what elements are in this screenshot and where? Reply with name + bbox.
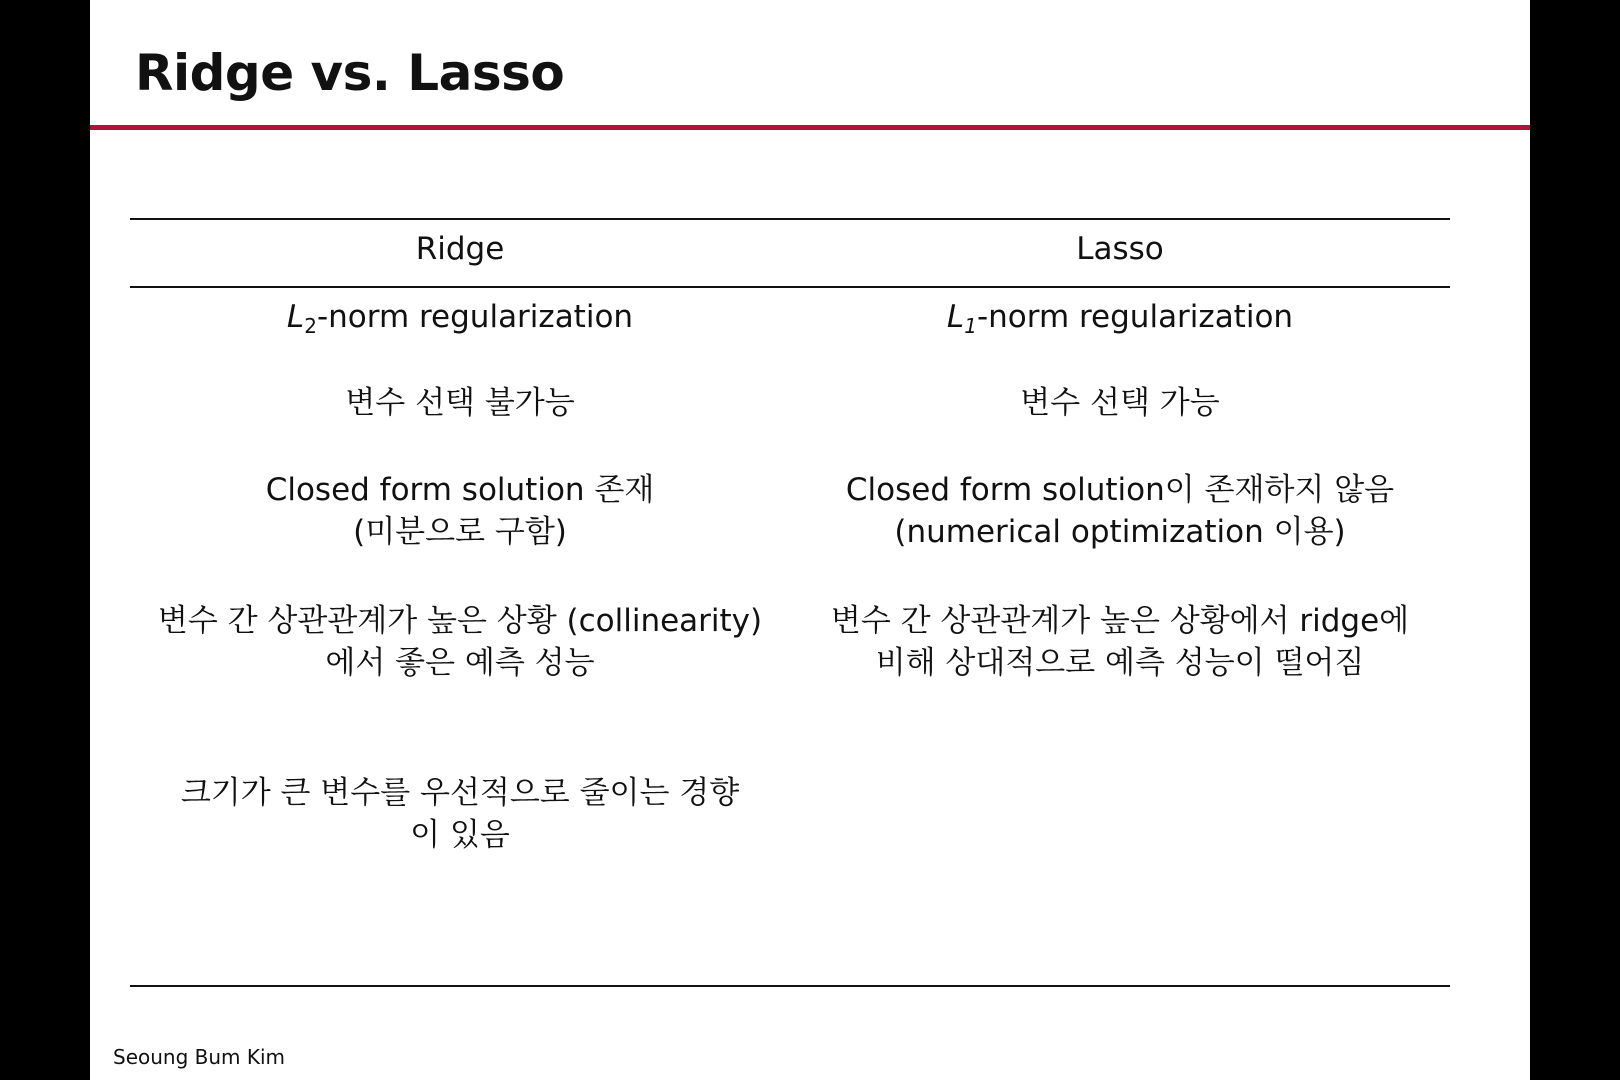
- lasso-norm-text: -norm regularization: [976, 299, 1294, 335]
- lasso-norm-cell: [790, 296, 1450, 347]
- ridge-solution-line-1: Closed form solution 존재: [265, 472, 655, 508]
- ridge-collinearity-line-2: 에서 좋은 예측 성능: [325, 645, 595, 681]
- lasso-norm-subscript: 1: [964, 314, 977, 338]
- title-underline: [90, 125, 1530, 130]
- header-lasso: Lasso: [1076, 231, 1164, 267]
- lasso-norm-letter: L: [946, 299, 965, 335]
- lasso-collinearity-line-2: 비해 상대적으로 예측 성능이 떨어짐: [875, 645, 1365, 681]
- ridge-solution-cell: [130, 469, 790, 553]
- ridge-selection-line-1: 변수 선택 불가능: [345, 385, 575, 421]
- slide-title: Ridge vs. Lasso: [135, 44, 565, 102]
- ridge-shrinkage-line-1: 크기가 큰 변수를 우선적으로 줄이는 경향: [180, 775, 740, 811]
- lasso-solution-line-1: Closed form solution이 존재하지 않음: [845, 472, 1395, 508]
- table-bottom-rule: [130, 985, 1450, 987]
- ridge-collinearity-cell: [130, 600, 790, 684]
- lasso-selection-line-1: 변수 선택 가능: [1020, 385, 1220, 421]
- table-top-rule: [130, 218, 1450, 220]
- lasso-collinearity-line-1: 변수 간 상관관계가 높은 상황에서 ridge에: [830, 603, 1410, 639]
- table-header-rule: [130, 286, 1450, 288]
- ridge-solution-line-2: (미분으로 구함): [353, 514, 567, 550]
- lasso-selection-cell: [790, 382, 1450, 424]
- ridge-shrinkage-line-2: 이 있음: [410, 817, 510, 853]
- ridge-collinearity-line-1: 변수 간 상관관계가 높은 상황 (collinearity): [157, 603, 763, 639]
- ridge-norm-subscript: 2: [304, 314, 317, 338]
- lasso-solution-cell: [790, 469, 1450, 553]
- author-footer: Seoung Bum Kim: [113, 1045, 286, 1069]
- ridge-norm-text: -norm regularization: [316, 299, 634, 335]
- slide: [90, 0, 1530, 1080]
- header-ridge: Ridge: [415, 231, 505, 267]
- lasso-solution-line-2: (numerical optimization 이용): [894, 514, 1346, 550]
- ridge-shrinkage-cell: [130, 772, 790, 856]
- lasso-collinearity-cell: [790, 600, 1450, 684]
- ridge-selection-cell: [130, 382, 790, 424]
- ridge-norm-letter: L: [286, 299, 305, 335]
- ridge-norm-cell: [130, 296, 790, 347]
